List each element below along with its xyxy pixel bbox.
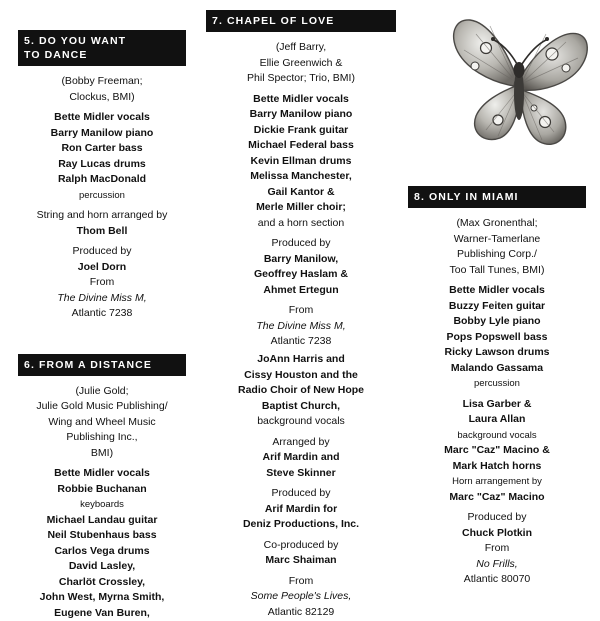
track-6 — [18, 354, 186, 621]
credit-line: Warner-Tamerlane — [408, 232, 586, 248]
credit-line: Bobby Lyle piano — [408, 314, 586, 330]
credit-line: Wing and Wheel Music — [18, 415, 186, 431]
credit-line: Malando Gassama — [408, 361, 586, 377]
credit-line: BMI) — [18, 446, 186, 462]
track-8-credits — [408, 216, 586, 588]
credit-line: Bette Midler vocals — [408, 283, 586, 299]
credit-line: Cissy Houston and the — [206, 368, 396, 384]
credit-line: Co-produced by — [206, 538, 396, 554]
credit-line: Bette Midler vocals — [18, 466, 186, 482]
credit-line: Clockus, BMI) — [18, 90, 186, 106]
credit-line: JoAnn Harris and — [206, 352, 396, 368]
credit-line: Ricky Lawson drums — [408, 345, 586, 361]
credit-line: Atlantic 7238 — [18, 306, 186, 322]
credit-line: Julie Gold Music Publishing/ — [18, 399, 186, 415]
track-8-title: ONLY IN MIAMI — [429, 191, 519, 203]
credit-line: (Max Gronenthal; — [408, 216, 586, 232]
track-7-heading — [206, 10, 396, 32]
credit-line: Horn arrangement by — [408, 474, 586, 490]
track-7-number: 7. — [212, 15, 223, 27]
track-7 — [206, 10, 396, 350]
credit-line: Mark Hatch horns — [408, 459, 586, 475]
credit-line: Radio Choir of New Hope — [206, 383, 396, 399]
credit-line: background vocals — [408, 428, 586, 444]
credit-line: Publishing Corp./ — [408, 247, 586, 263]
credit-line: From — [408, 541, 586, 557]
credit-line: Bette Midler vocals — [206, 92, 396, 108]
track-8-number: 8. — [414, 191, 425, 203]
credit-line: Lisa Garber & — [408, 397, 586, 413]
credit-line: (Julie Gold; — [18, 384, 186, 400]
credit-line: Atlantic 82129 — [206, 605, 396, 621]
credit-line: Atlantic 80070 — [408, 572, 586, 588]
track-6-continuation — [206, 352, 396, 620]
credit-line: David Lasley, — [18, 559, 186, 575]
credit-line: Produced by — [206, 486, 396, 502]
credit-line: Gail Kantor & — [206, 185, 396, 201]
track-6-heading — [18, 354, 186, 376]
credit-line: The Divine Miss M, — [206, 319, 396, 335]
credit-line: and a horn section — [206, 216, 396, 232]
credit-line: Michael Landau guitar — [18, 513, 186, 529]
track-column-middle — [206, 10, 396, 350]
continuation-credits — [206, 352, 396, 620]
credit-line: Barry Manilow piano — [18, 126, 186, 142]
credit-line: Produced by — [18, 244, 186, 260]
credit-line: percussion — [408, 376, 586, 392]
credit-line: Eugene Van Buren, — [18, 606, 186, 621]
track-5-heading — [18, 30, 186, 66]
credit-line: Atlantic 7238 — [206, 334, 396, 350]
credit-line: From — [206, 303, 396, 319]
track-8 — [408, 186, 586, 588]
track-5-number: 5. — [24, 35, 35, 47]
credit-line: (Jeff Barry, — [206, 40, 396, 56]
track-6-credits — [18, 384, 186, 621]
credit-line: Buzzy Feiten guitar — [408, 299, 586, 315]
credit-line: Ahmet Ertegun — [206, 283, 396, 299]
credit-line: No Frills, — [408, 557, 586, 573]
credit-line: Dickie Frank guitar — [206, 123, 396, 139]
credit-line: Phil Spector; Trio, BMI) — [206, 71, 396, 87]
credit-line: Michael Federal bass — [206, 138, 396, 154]
credit-line: String and horn arranged by — [18, 208, 186, 224]
credit-line: Some People's Lives, — [206, 589, 396, 605]
credit-line: background vocals — [206, 414, 396, 430]
credit-line: Thom Bell — [18, 224, 186, 240]
credit-line: Charlöt Crossley, — [18, 575, 186, 591]
credit-line: percussion — [18, 188, 186, 204]
track-7-credits — [206, 40, 396, 350]
track-5-title-line-1: DO YOU WANT — [39, 35, 126, 47]
credit-line: Ellie Greenwich & — [206, 56, 396, 72]
track-5-credits — [18, 74, 186, 322]
credit-line: Neil Stubenhaus bass — [18, 528, 186, 544]
credit-line: Geoffrey Haslam & — [206, 267, 396, 283]
credit-line: Marc Shaiman — [206, 553, 396, 569]
credit-line: The Divine Miss M, — [18, 291, 186, 307]
track-5-title-line-2: TO DANCE — [24, 49, 87, 61]
credit-line: From — [206, 574, 396, 590]
credit-line: Steve Skinner — [206, 466, 396, 482]
credit-line: Arranged by — [206, 435, 396, 451]
credit-line: Ron Carter bass — [18, 141, 186, 157]
credit-line: Carlos Vega drums — [18, 544, 186, 560]
credit-line: Barry Manilow, — [206, 252, 396, 268]
credit-line: Baptist Church, — [206, 399, 396, 415]
credit-line: From — [18, 275, 186, 291]
credit-line: Merle Miller choir; — [206, 200, 396, 216]
credit-line: keyboards — [18, 497, 186, 513]
track-column-left — [18, 30, 186, 621]
credit-line: Kevin Ellman drums — [206, 154, 396, 170]
credit-line: Publishing Inc., — [18, 430, 186, 446]
credit-line: Bette Midler vocals — [18, 110, 186, 126]
track-6-number: 6. — [24, 359, 35, 371]
credit-line: Barry Manilow piano — [206, 107, 396, 123]
credit-line: Marc "Caz" Macino & — [408, 443, 586, 459]
credit-line: Produced by — [206, 236, 396, 252]
track-6-title: FROM A DISTANCE — [39, 359, 152, 371]
track-5 — [18, 30, 186, 322]
credit-line: Chuck Plotkin — [408, 526, 586, 542]
credit-line: Produced by — [408, 510, 586, 526]
credit-line: Deniz Productions, Inc. — [206, 517, 396, 533]
credit-line: Ray Lucas drums — [18, 157, 186, 173]
butterfly-illustration — [442, 4, 592, 174]
track-7-title: CHAPEL OF LOVE — [227, 15, 334, 27]
credit-line: Arif Mardin and — [206, 450, 396, 466]
credit-line: Laura Allan — [408, 412, 586, 428]
credit-line: John West, Myrna Smith, — [18, 590, 186, 606]
credit-line: Melissa Manchester, — [206, 169, 396, 185]
credit-line: (Bobby Freeman; — [18, 74, 186, 90]
credit-line: Marc "Caz" Macino — [408, 490, 586, 506]
credit-line: Pops Popswell bass — [408, 330, 586, 346]
track-8-heading — [408, 186, 586, 208]
track-column-right — [408, 186, 586, 588]
credit-line: Ralph MacDonald — [18, 172, 186, 188]
credit-line: Too Tall Tunes, BMI) — [408, 263, 586, 279]
credit-line: Joel Dorn — [18, 260, 186, 276]
credit-line: Robbie Buchanan — [18, 482, 186, 498]
credit-line: Arif Mardin for — [206, 502, 396, 518]
